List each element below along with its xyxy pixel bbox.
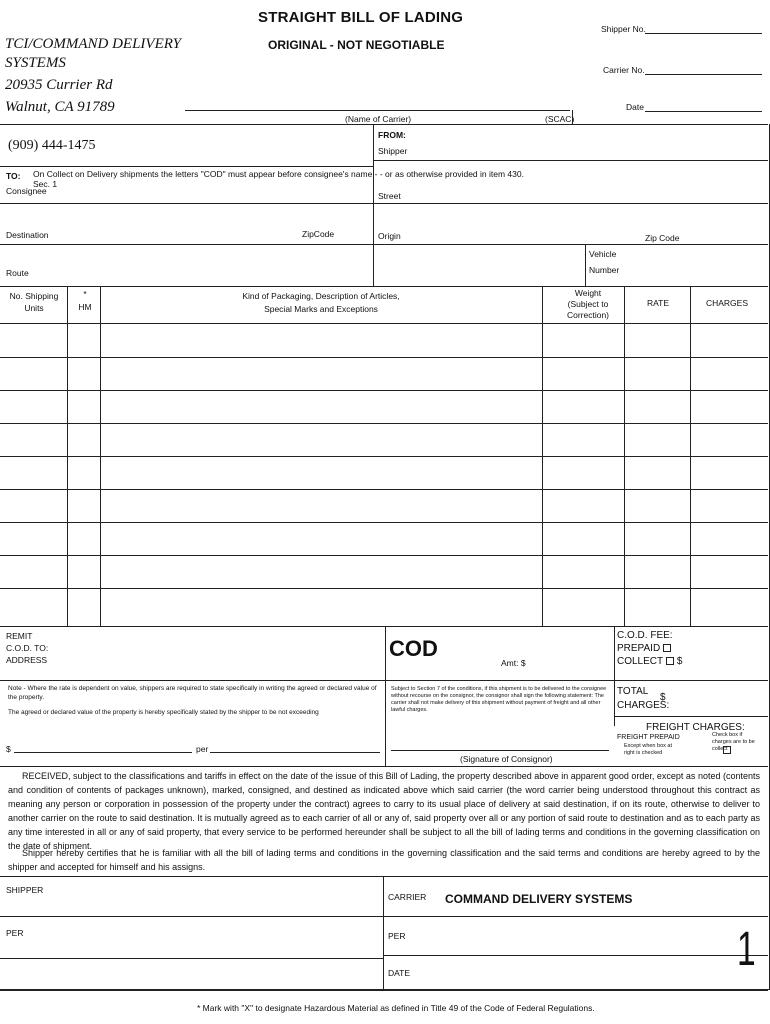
weight-line-3: Correction) (566, 310, 610, 320)
carrier-sign-label: CARRIER (388, 892, 427, 902)
to-label: TO: (6, 171, 21, 181)
form-subtitle: ORIGINAL - NOT NEGOTIABLE (268, 38, 445, 52)
origin-zip-label: Zip Code (645, 233, 680, 243)
declared-value-note: The agreed or declared value of the property is hereby specifically stated by the shipper to be not exceeding (8, 709, 319, 716)
per-label: per (196, 744, 209, 754)
from-label: FROM: (378, 130, 406, 140)
scac-label: (SCAC) (545, 114, 575, 124)
total-dollar: $ (660, 692, 666, 703)
form-frame (0, 124, 770, 990)
date-field[interactable] (645, 111, 762, 112)
copy-number: 1 (737, 923, 756, 976)
cod-fee-label: C.O.D. FEE: (617, 630, 673, 641)
destination-label: Destination (6, 230, 49, 240)
col-header-units: No. Shipping Units (9, 291, 59, 313)
company-city: Walnut, CA 91789 (5, 99, 115, 115)
remit-line-2: C.O.D. TO: (6, 643, 49, 653)
origin-label: Origin (378, 231, 401, 241)
company-name-2: SYSTEMS (5, 55, 66, 71)
weight-line-2: (Subject to (567, 299, 609, 309)
value-note: Note - Where the rate is dependent on value, shippers are required to state specifically in writing the agreed or declared value of the property. (8, 685, 377, 701)
section7-note: Subject to Section 7 of the conditions, if this shipment is to be delivered to the consignee without recourse on the consignor, the consignor shall sign the following statement: The carrier shall not make delivery of this shipment without payment of freight and all other lawful charges. (391, 686, 607, 713)
carrier-no-label: Carrier No. (603, 65, 645, 75)
carrier-date-label: DATE (388, 968, 411, 978)
col-header-desc-1: Kind of Packaging, Description of Articles, (242, 291, 400, 301)
col-header-charges: CHARGES (705, 298, 749, 308)
consignor-signature-label: (Signature of Consignor) (460, 754, 553, 764)
col-header-desc-2: Special Marks and Exceptions (264, 304, 378, 314)
col-header-rate: RATE (646, 298, 670, 308)
cod-dollar: $ (676, 656, 683, 667)
freight-charges-label: FREIGHT CHARGES: (646, 722, 745, 733)
name-of-carrier-label: (Name of Carrier) (345, 114, 412, 124)
freight-prepaid-label: FREIGHT PREPAID (617, 734, 680, 741)
collect-label: COLLECT (617, 656, 664, 667)
freight-collect-note: Check box if charges are to be collect (712, 732, 755, 752)
freight-prepaid-sub: Except when box at right is checked (624, 743, 673, 756)
street-label: Street (378, 191, 401, 201)
cod-note: On Collect on Delivery shipments the letters "COD" must appear before consignee's name - - or as otherwise provided in item 430. Sec. 1 (33, 169, 524, 189)
carrier-per-label: PER (388, 931, 406, 941)
consignee-label: Consignee (6, 186, 47, 196)
cod-heading: COD (389, 636, 438, 661)
weight-line-1: Weight (574, 288, 602, 298)
carrier-name-field[interactable] (185, 110, 570, 111)
destination-zip-label: ZipCode (302, 229, 335, 239)
number-label: Number (589, 265, 620, 275)
company-phone: (909) 444-1475 (8, 138, 96, 153)
received-terms: RECEIVED, subject to the classifications and tariffs in effect on the date of the issue of this Bill of Lading, the property described above in apparent good order, except as noted (contents and condition of contents of packages unknown), marked, consigned, and destined as indicated above which said carrier (the word carrier being understood throughout this contract as meaning any person or corporation in possession of the property under the contract) agrees to carry to its usual place of delivery at said destination, if on its route, otherwise to deliver to another carrier on the route to said destination. It is mutually agreed as to each carrier of all or any of, said property over all or any portion of said route to destination and as to each party as any time interested in all or any of said property, that every service to be performed hereunder shall be subject to all the bill of lading terms and conditions in the governing classification on the date of shipment. (8, 771, 760, 851)
shipper-certification: Shipper hereby certifies that he is familiar with all the bill of lading terms and conditions in the governing classification and the said terms and conditions are hereby agreed to by the shipper and accepted for himself and his assigns. (8, 848, 760, 872)
total-label-2: CHARGES: (617, 700, 670, 711)
date-label: Date (626, 102, 644, 112)
vehicle-label: Vehicle (589, 249, 617, 259)
declared-dollar: $ (6, 744, 11, 754)
shipper-no-label: Shipper No. (601, 24, 646, 34)
shipper-sign-label: SHIPPER (6, 885, 44, 895)
remit-line-3: ADDRESS (6, 655, 48, 665)
carrier-no-field[interactable] (645, 74, 762, 75)
shipper-no-field[interactable] (645, 33, 762, 34)
prepaid-label: PREPAID (617, 643, 661, 654)
col-header-hm: HM (78, 302, 92, 312)
divider (0, 990, 768, 991)
col-header-star: * (83, 289, 87, 299)
route-label: Route (6, 268, 29, 278)
remit-line-1: REMIT (6, 631, 33, 641)
shipper-label: Shipper (378, 146, 408, 156)
shipper-per-label: PER (6, 928, 24, 938)
divider (572, 110, 573, 124)
form-title: STRAIGHT BILL OF LADING (258, 9, 464, 26)
cod-amount-label: Amt: $ (501, 658, 526, 668)
company-name-1: TCI/COMMAND DELIVERY (5, 36, 181, 52)
carrier-name: COMMAND DELIVERY SYSTEMS (445, 892, 633, 906)
hazmat-footnote: * Mark with "X" to designate Hazardous Material as defined in Title 49 of the Code of Federal Regulations. (197, 1003, 595, 1013)
total-label-1: TOTAL (617, 686, 649, 697)
company-street: 20935 Currier Rd (5, 77, 113, 93)
